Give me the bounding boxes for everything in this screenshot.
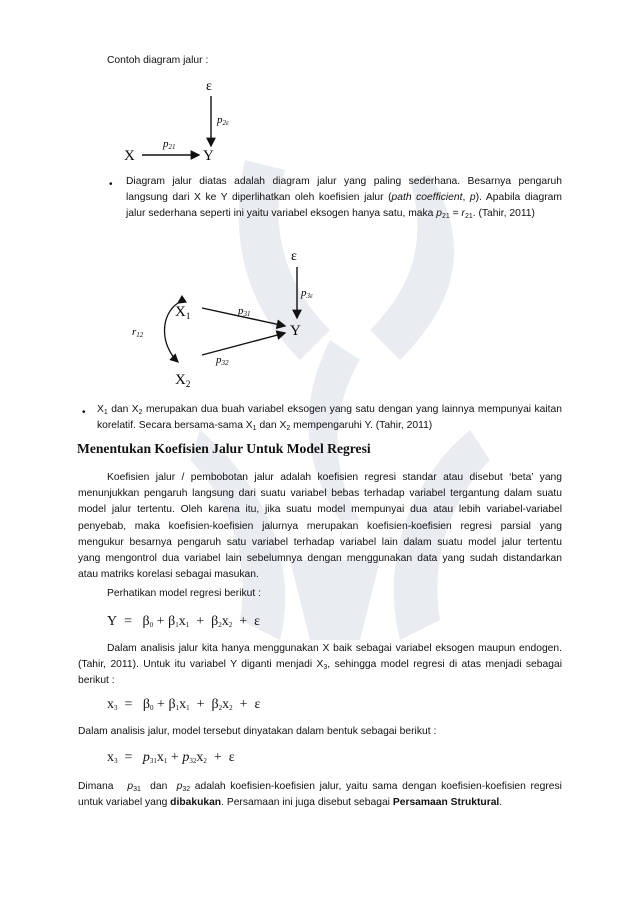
svg-text:p21: p21 [163, 138, 176, 151]
p2e-label: p [217, 114, 223, 126]
structural-equation: $x_3$ = $p_{31}x_1 + p_{32}x_2 + \varepsilon$ [107, 750, 235, 765]
section-heading: Menentukan Koefisien Jalur Untuk Model Regresi [77, 441, 371, 456]
svg-text:p32: p32 [216, 354, 229, 367]
epsilon-label: ε [206, 79, 212, 94]
paragraph-consider-model: Perhatikan model regresi berikut : [107, 588, 261, 599]
p31-label: p [238, 305, 244, 317]
p32-label: p [216, 354, 222, 366]
epsilon-label: ε [291, 249, 297, 264]
svg-text:p3ε: p3ε [301, 287, 313, 300]
paragraph-path-analysis: Dalam analisis jalur kita hanya menggunakan X baik sebagai variabel eksogen maupun endogen. (Tahir, 2011). Untuk itu variabel Y diganti menjadi $X_3$, sehingga model regresi di atas menjadi sebagai berikut : [78, 643, 562, 687]
regression-equation-x3: $x_3$ = $\beta_0 + \beta_1x_1 + \beta_2x_2 + \varepsilon$ [107, 697, 261, 712]
r12-label: r [132, 326, 137, 338]
regression-equation: Y = $\beta_0 + \beta_1x_1 + \beta_2x_2 + \varepsilon$ [107, 614, 261, 629]
p3e-label: p [301, 287, 307, 299]
bullet-dot: • [82, 407, 86, 418]
paragraph-definition: Koefisien jalur / pembobotan jalur adalah koefisien regresi standar atau disebut ‘beta’ yang menunjukkan pengaruh langsung dari suatu variabel bebas terhadap variabel tergantung dalam suatu model jalur tertentu. Oleh karena itu, jika suatu model mempunyai dua atau lebih variabel-variabel penyebab, maka koefisien-koefisien jalurnya merupakan koefisien-koefisien regresi parsial yang mengukur besarnya pengaruh satu variabel terhadap variabel lain dalam suatu model jalur tertentu yang mengontrol dua variabel lain sebelumnya dengan menggunakan data yang sudah distandarkan atau matriks korelasi sebagai masukan. [78, 472, 562, 581]
path-diagram-two-exogenous [120, 245, 330, 390]
x-node: X [124, 148, 135, 164]
bullet-dot: • [109, 179, 113, 190]
svg-text:r12: r12 [132, 326, 144, 339]
paragraph-structural-intro: Dalam analisis jalur, model tersebut dinyatakan dalam bentuk sebagai berikut : [78, 726, 437, 737]
intro-text: Contoh diagram jalur : [107, 55, 209, 66]
x1-node: $X_1$ [175, 304, 191, 321]
paragraph-structural-equation: Dimana $p_{31}$ dan $p_{32}$ adalah koefisien-koefisien jalur, yaitu sama dengan koefisien-koefisien regresi untuk variabel yang dibakukan. Persamaan ini juga disebut sebagai Persamaan Struktural. [78, 781, 562, 809]
x2-node: $X_2$ [175, 372, 191, 389]
bullet2-text: $X_1$ dan $X_2$ merupakan dua buah variabel eksogen yang satu dengan yang lainnya mempunyai kaitan korelatif. Secara bersama-sama $X_1$ dan $X_2$ mempengaruhi Y. (Tahir, 2011) [97, 404, 562, 433]
p21-label: p [163, 138, 169, 150]
svg-text:p2ε: p2ε [217, 114, 229, 127]
y-node: Y [203, 148, 214, 164]
bullet1-text: Diagram jalur diatas adalah diagram jalur yang paling sederhana. Besarnya pengaruh langsung dari X ke Y diperlihatkan oleh koefisien jalur (path coefficient, p). Apabila diagram jalur sederhana seperti ini yaitu variabel eksogen hanya satu, maka $p_{21} = r_{21}$. (Tahir, 2011) [126, 176, 562, 221]
y-node: Y [290, 323, 301, 339]
path-diagram-simple [118, 76, 258, 168]
svg-text:p31: p31 [238, 305, 251, 318]
arrow-x2-to-y [202, 333, 285, 355]
